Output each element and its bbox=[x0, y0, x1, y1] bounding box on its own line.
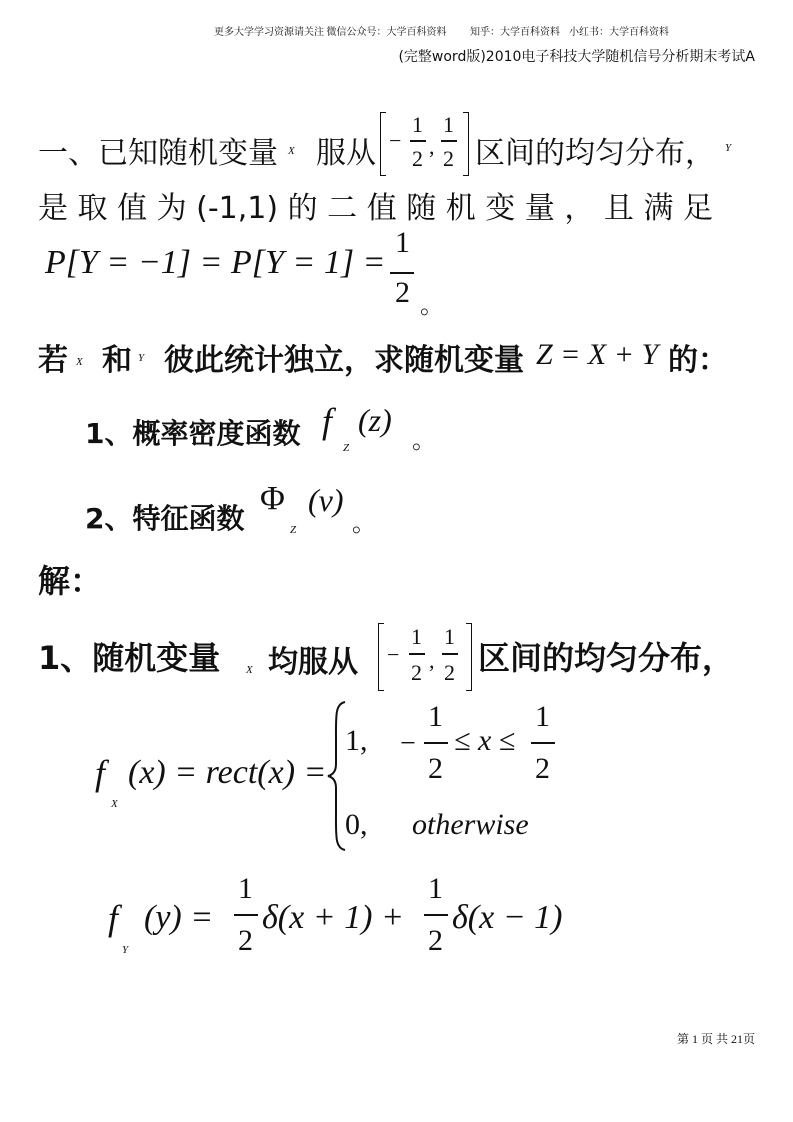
q1-arg: (z) bbox=[358, 402, 392, 438]
sol-num1: 1 bbox=[411, 624, 422, 649]
solution-1-fucong: 均服从 bbox=[268, 645, 358, 680]
indep-y-sub: Y bbox=[138, 352, 145, 364]
sol-right-bracket bbox=[466, 623, 472, 691]
q2-sub: Z bbox=[290, 524, 297, 536]
var-y-sub: Y bbox=[725, 142, 732, 154]
fy-den1: 2 bbox=[238, 924, 253, 957]
fx-rect: (x) = rect(x) = bbox=[128, 754, 327, 791]
fy-sub: Y bbox=[122, 944, 129, 956]
fy-num1: 1 bbox=[238, 872, 253, 905]
case2-otherwise: otherwise bbox=[412, 808, 529, 841]
case1-num1: 1 bbox=[428, 700, 443, 733]
problem-fucong: 服从 bbox=[316, 136, 376, 171]
q1-sub: Z bbox=[343, 442, 350, 454]
doc-title: (完整word版)2010电子科技大学随机信号分析期末考试A bbox=[398, 49, 755, 65]
prob-half-bar bbox=[390, 272, 414, 274]
case1-bar2 bbox=[531, 742, 555, 744]
case1-value: 1, bbox=[345, 724, 368, 757]
indep-de: 的： bbox=[668, 343, 728, 378]
fy-bar2 bbox=[424, 914, 448, 916]
interval-num2: 1 bbox=[443, 112, 454, 137]
interval-comma: , bbox=[429, 134, 435, 159]
q2-arg: (v) bbox=[308, 482, 344, 518]
problem-intro: 一、已知随机变量 bbox=[38, 136, 278, 171]
sol-bar1 bbox=[409, 653, 425, 655]
sol-left-bracket bbox=[378, 623, 384, 691]
header-zhihu: 知乎：大学百科资料 bbox=[470, 27, 560, 38]
q1-period: 。 bbox=[412, 426, 436, 454]
fy-arg: (y) = bbox=[144, 899, 214, 936]
case1-num2: 1 bbox=[535, 700, 550, 733]
header-xhs: 小红书：大学百科资料 bbox=[569, 27, 669, 38]
q1-f: f bbox=[322, 401, 333, 441]
fy-delta1: δ(x + 1) + bbox=[262, 899, 404, 936]
case1-minus: − bbox=[400, 728, 416, 759]
fx-f: f bbox=[95, 753, 106, 793]
page-number: 第 1 页 共 21页 bbox=[676, 1032, 755, 1046]
interval-den1: 2 bbox=[412, 146, 423, 171]
question-2: 2、特征函数 bbox=[85, 502, 245, 535]
solution-1-text: 1、随机变量 bbox=[38, 639, 221, 677]
sol-bar2 bbox=[442, 653, 458, 655]
problem-binary: 是 取 值 为 (-1,1) 的 二 值 随 机 变 量 ， 且 满 足 bbox=[38, 191, 713, 226]
prob-equation: P[Y = −1] = P[Y = 1] = bbox=[45, 244, 386, 281]
q2-period: 。 bbox=[352, 509, 376, 537]
sol-den1: 2 bbox=[411, 660, 422, 685]
var-x-sub: X bbox=[288, 145, 295, 157]
fy-delta2: δ(x − 1) bbox=[452, 899, 563, 936]
solution-heading: 解： bbox=[38, 562, 103, 600]
interval-num1: 1 bbox=[412, 112, 423, 137]
z-equation: Z = X + Y bbox=[536, 338, 659, 371]
prob-half-num: 1 bbox=[395, 226, 410, 259]
indep-text: 彼此统计独立，求随机变量 bbox=[164, 343, 524, 378]
case1-bar1 bbox=[424, 742, 448, 744]
sol-den2: 2 bbox=[444, 660, 455, 685]
fy-num2: 1 bbox=[428, 872, 443, 905]
interval-den2: 2 bbox=[443, 146, 454, 171]
interval-right-bracket bbox=[463, 112, 469, 176]
case1-den2: 2 bbox=[535, 752, 550, 785]
solution-1-uniform: 区间的均匀分布， bbox=[478, 639, 735, 677]
fy-f: f bbox=[108, 898, 119, 938]
prob-half-den: 2 bbox=[395, 276, 410, 309]
sol-num2: 1 bbox=[444, 624, 455, 649]
sol-comma: , bbox=[429, 648, 435, 673]
indep-x-sub: X bbox=[76, 356, 83, 368]
header-promo: 更多大学学习资源请关注 微信公众号：大学百科资料 bbox=[214, 27, 447, 38]
interval-left-bracket bbox=[380, 112, 386, 176]
indep-ruo: 若 bbox=[38, 343, 68, 378]
sol-minus: − bbox=[387, 642, 400, 667]
problem-uniform: 区间的均匀分布， bbox=[475, 136, 715, 171]
fx-sub: X bbox=[111, 798, 118, 810]
case2-value: 0, bbox=[345, 808, 368, 841]
sol-x-sub: X bbox=[246, 664, 253, 676]
interval-bar2 bbox=[441, 140, 457, 142]
interval-minus: − bbox=[389, 128, 402, 153]
case1-den1: 2 bbox=[428, 752, 443, 785]
q2-phi: Φ bbox=[260, 480, 285, 517]
indep-he: 和 bbox=[102, 343, 132, 378]
question-1: 1、概率密度函数 bbox=[85, 417, 301, 450]
fy-den2: 2 bbox=[428, 924, 443, 957]
prob-period: 。 bbox=[420, 291, 444, 319]
case1-ineq: ≤ x ≤ bbox=[454, 724, 516, 757]
fy-bar1 bbox=[234, 914, 258, 916]
interval-bar1 bbox=[410, 140, 426, 142]
